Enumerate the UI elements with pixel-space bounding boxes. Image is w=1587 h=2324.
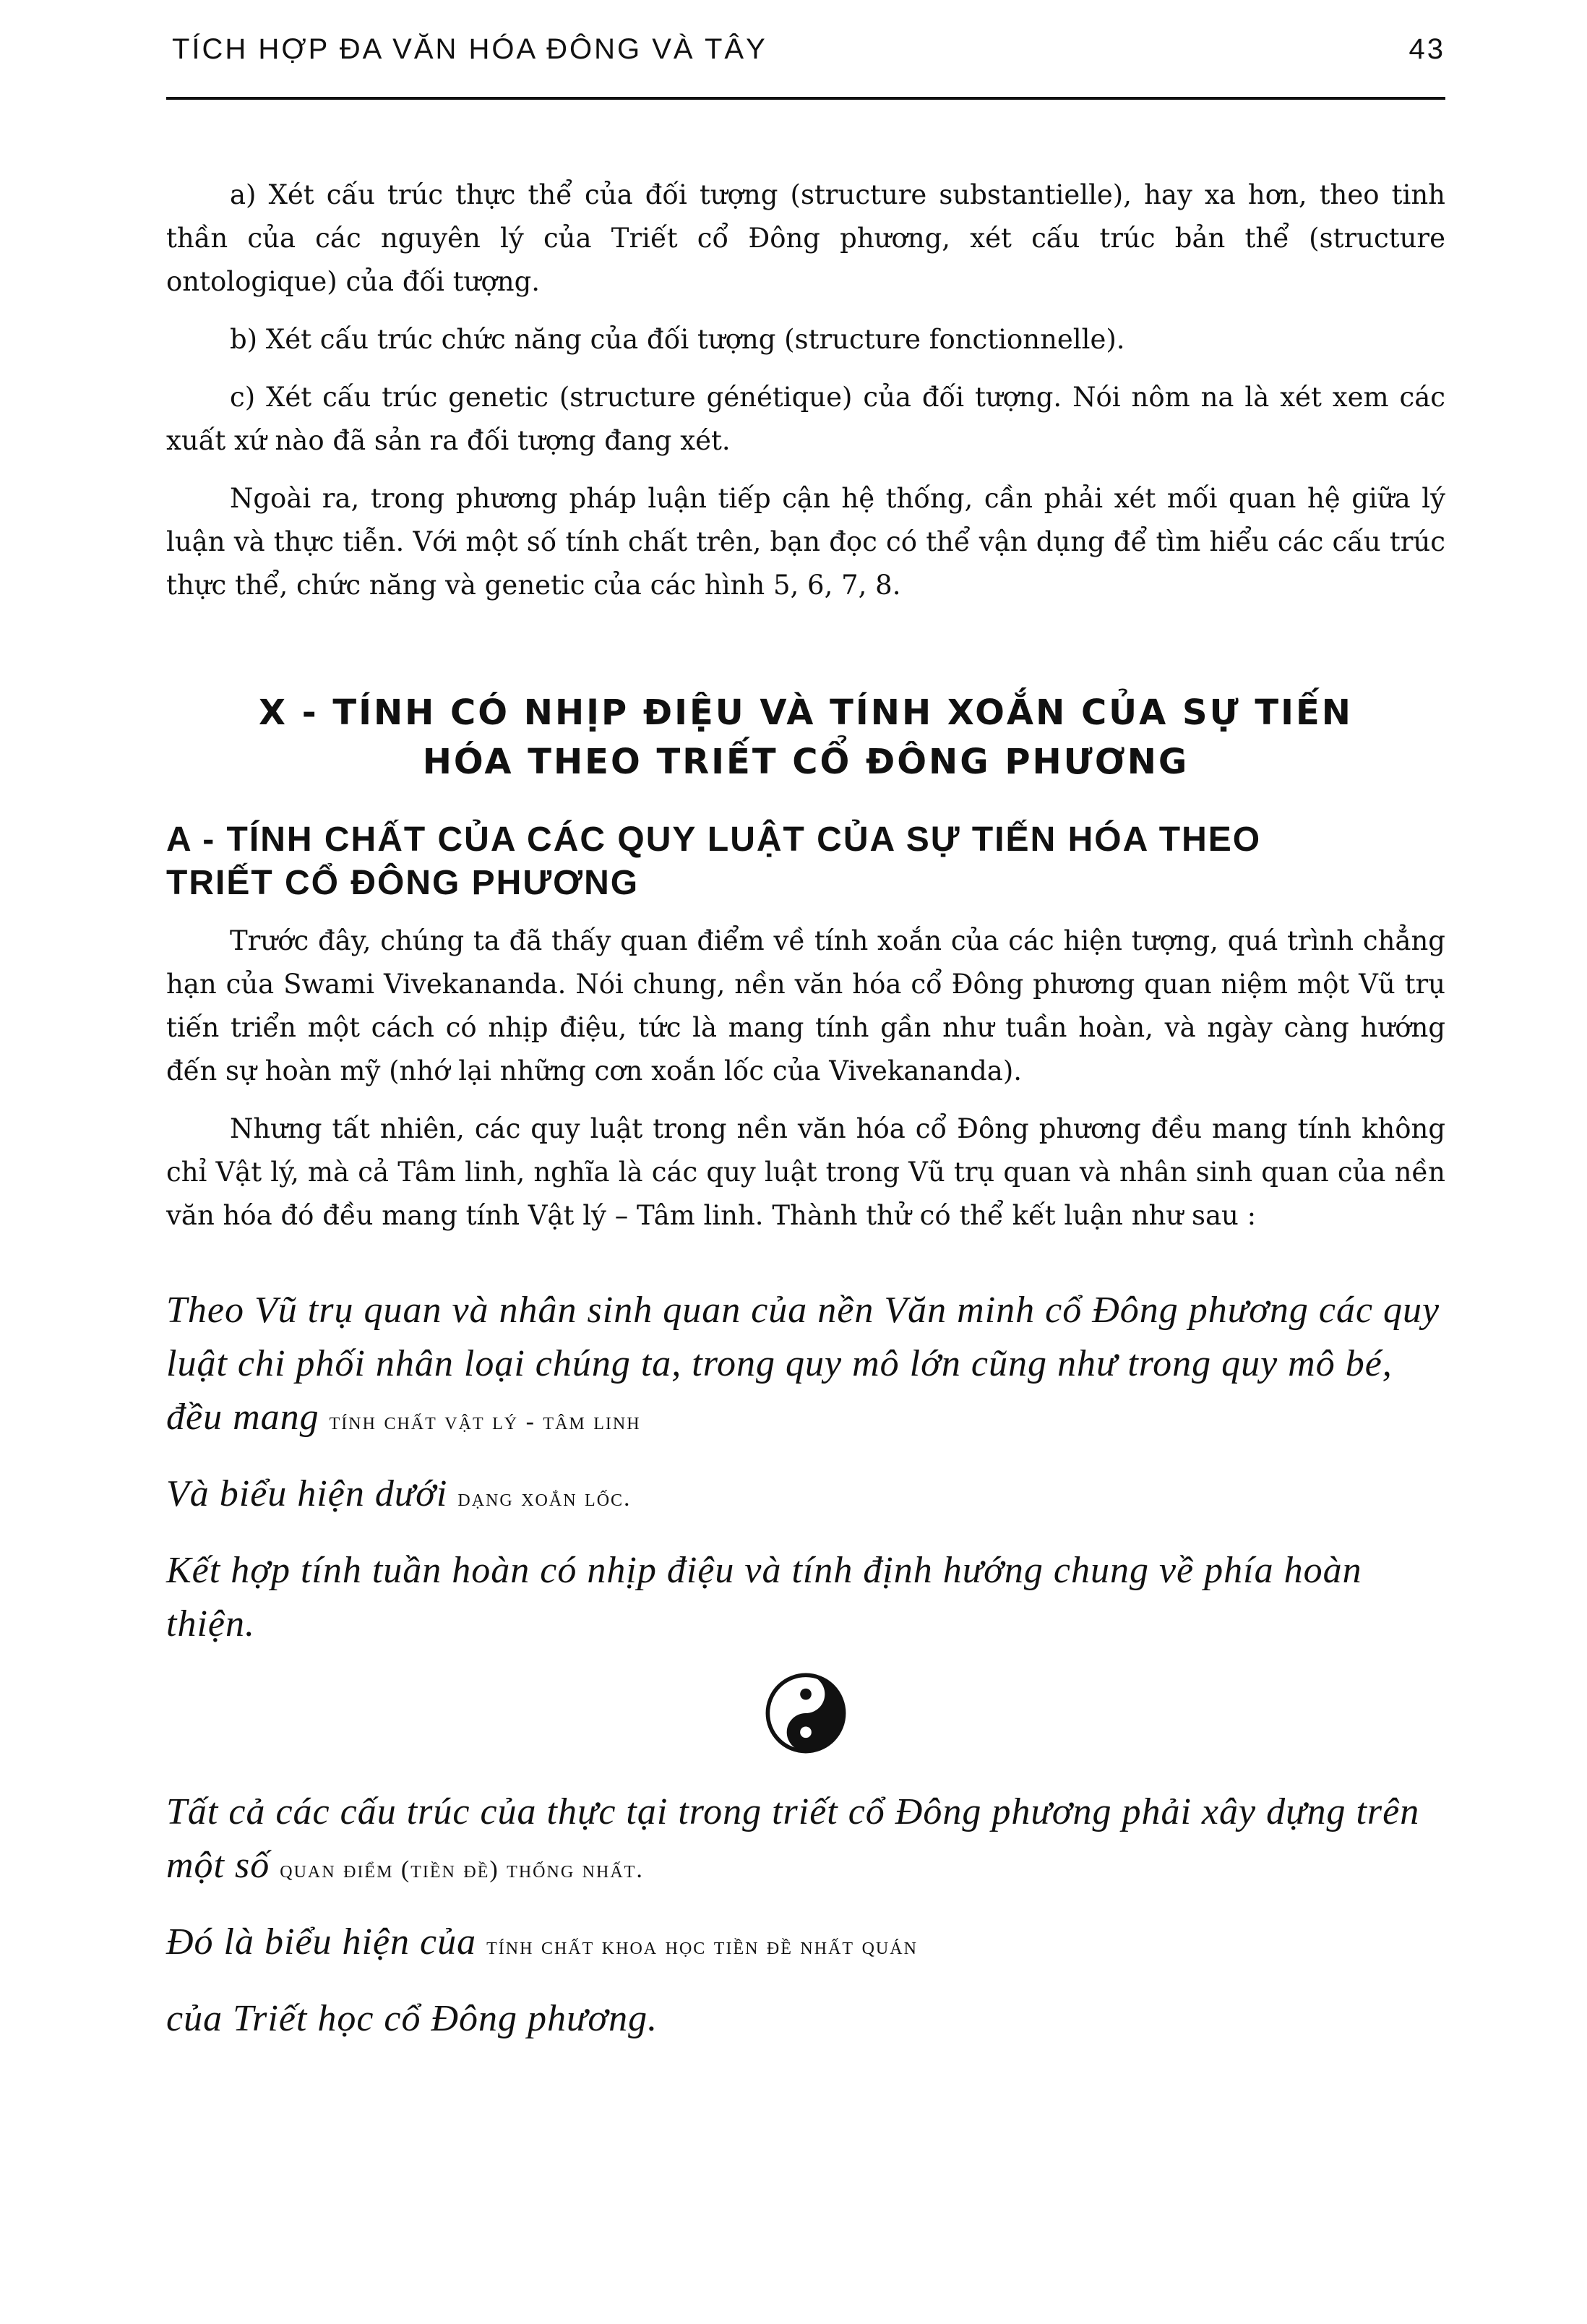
quote-physical-spiritual [166, 1284, 1445, 1449]
subsection-heading [166, 818, 1445, 905]
quote-2-text: Và biểu hiện dưới [166, 1473, 458, 1514]
quote-2-caps: dạng xoắn lốc. [457, 1485, 632, 1512]
quote-4-caps: quan điểm (tiền đề) thống nhất. [280, 1856, 644, 1883]
subsection-heading-line1: A - TÍNH CHẤT CỦA CÁC QUY LUẬT CỦA SỰ TIẾN HÓA THEO [166, 820, 1262, 859]
quote-4-text: Tất cả các cấu trúc của thực tại trong triết cổ Đông phương phải xây dựng trên một số [166, 1791, 1420, 1886]
section-heading-line1: X - TÍNH CÓ NHỊP ĐIỆU VÀ TÍNH XOẮN CỦA SỰ TIẾN [259, 693, 1353, 733]
header-rule [166, 97, 1445, 100]
quote-5-caps: tính chất khoa học tiền đề nhất quán [486, 1933, 918, 1960]
section-heading [166, 688, 1445, 786]
quote-cyclic [166, 1544, 1445, 1651]
page-number: 43 [1408, 33, 1445, 65]
paragraph-vivekananda: Trước đây, chúng ta đã thấy quan điểm về tính xoắn của các hiện tượng, quá trình chẳng hạn của Swami Vivekananda. Nói chung, nền văn hóa cổ Đông phương quan niệm một Vũ trụ tiến triển một cách có nhịp điệu, tức là mang tính gần như tuần hoàn, và ngày càng hướng đến sự hoàn mỹ (nhớ lại những cơn xoắn lốc của Vivekananda). [166, 925, 1445, 1086]
quote-spiral [166, 1467, 1445, 1525]
running-header [166, 33, 1445, 69]
section-heading-line2: HÓA THEO TRIẾT CỔ ĐÔNG PHƯƠNG [422, 742, 1190, 782]
page-body [166, 173, 1445, 2064]
subsection-heading-line2: TRIẾT CỔ ĐÔNG PHƯƠNG [166, 864, 640, 902]
yin-yang-icon [765, 1673, 846, 1754]
quote-structures [166, 1785, 1445, 1897]
quote-1-caps: tính chất vật lý - tâm linh [329, 1408, 641, 1435]
quote-6-text: của Triết học cổ Đông phương. [166, 1998, 658, 2039]
quote-science [166, 1916, 1445, 1973]
quote-3-text: Kết hợp tính tuần hoàn có nhịp điệu và tính định hướng chung về phía hoàn thiện. [166, 1550, 1362, 1645]
book-page [166, 0, 1445, 2324]
quote-philosophy [166, 1992, 1445, 2046]
quote-5-text: Đó là biểu hiện của [166, 1921, 487, 1963]
yin-yang-figure [166, 1673, 1445, 1757]
paragraph-c: c) Xét cấu trúc genetic (structure génétique) của đối tượng. Nói nôm na là xét xem các xuất xứ nào đã sản ra đối tượng đang xét. [166, 382, 1445, 456]
paragraph-a: a) Xét cấu trúc thực thể của đối tượng (structure substantielle), hay xa hơn, theo tinh thần của các nguyên lý của Triết cổ Đông phương, xét cấu trúc bản thể (structure ontologique) của đối tượng. [166, 179, 1445, 297]
paragraph-conclusion: Nhưng tất nhiên, các quy luật trong nền văn hóa cổ Đông phương đều mang tính không chỉ Vật lý, mà cả Tâm linh, nghĩa là các quy luật trong Vũ trụ quan và nhân sinh quan của nền văn hóa đó đều mang tính Vật lý – Tâm linh. Thành thử có thể kết luận như sau : [166, 1113, 1445, 1231]
paragraph-method: Ngoài ra, trong phương pháp luận tiếp cận hệ thống, cần phải xét mối quan hệ giữa lý luận và thực tiễn. Với một số tính chất trên, bạn đọc có thể vận dụng để tìm hiểu các cấu trúc thực thể, chức năng và genetic của các hình 5, 6, 7, 8. [166, 483, 1445, 601]
running-title: TÍCH HỢP ĐA VĂN HÓA ĐÔNG VÀ TÂY [172, 33, 767, 65]
paragraph-b: b) Xét cấu trúc chức năng của đối tượng (structure fonctionnelle). [230, 324, 1125, 355]
quote-1-text: Theo Vũ trụ quan và nhân sinh quan của nền Văn minh cổ Đông phương các quy luật chi phối nhân loại chúng ta, trong quy mô lớn cũng như trong quy mô bé, đều mang [166, 1290, 1440, 1438]
